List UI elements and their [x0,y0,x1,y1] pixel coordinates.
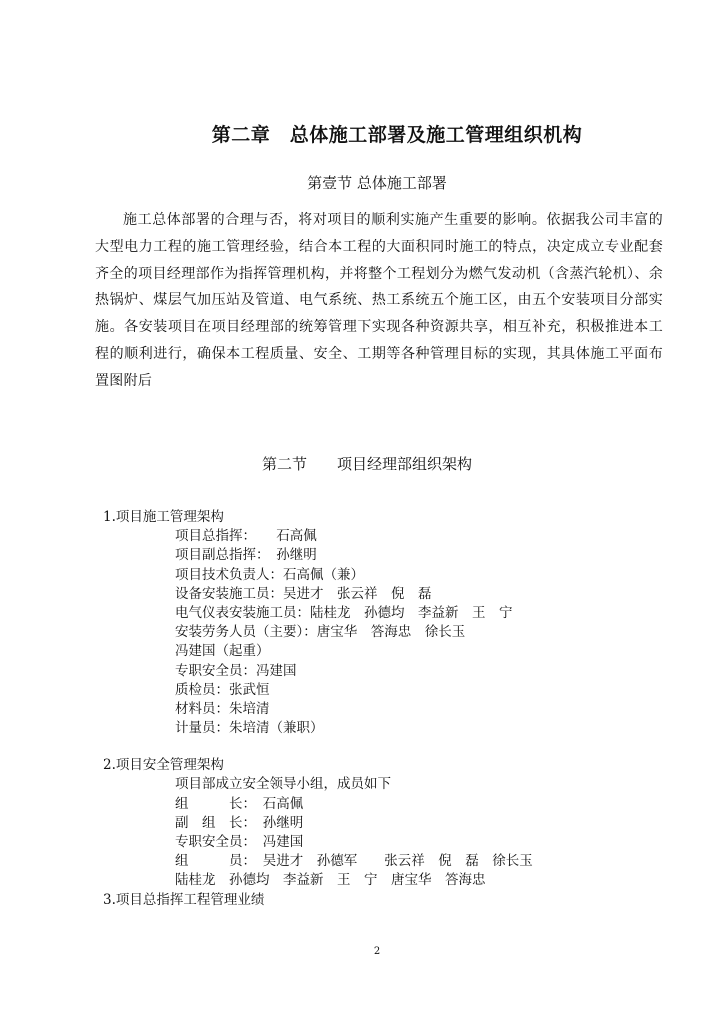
list-item: 项目技术负责人：石高佩（兼） [175,566,364,583]
list-item: 设备安装施工员：吴进才 张云祥 倪 磊 [175,585,432,602]
part2-heading: 2.项目安全管理架构 [103,757,224,774]
part1-heading: 1.项目施工管理架构 [103,509,224,525]
list-item: 电气仪表安装施工员：陆桂龙 孙德均 李益新 王 宁 [175,604,513,621]
list-item: 计量员：朱培清（兼职） [175,720,324,737]
page-number: 2 [373,946,381,957]
section2-title: 第二节 项目经理部组织架构 [261,455,472,473]
list-item: 组 长： 石高佩 [175,795,304,812]
list-item: 专职安全员：冯建国 [175,662,297,679]
list-item: 专职安全员： 冯建国 [175,834,304,850]
list-item: 冯建国（起重） [175,643,270,660]
org-structure-list [103,508,703,910]
list-item: 安装劳务人员（主要）：唐宝华 答海忠 徐长玉 [175,624,466,641]
section1-title: 第壹节 总体施工部署 [307,174,447,192]
part3-heading: 3.项目总指挥工程管理业绩 [103,891,265,908]
list-item: 组 员： 吴进才 孙德军 张云祥 倪 磊 徐长玉 [175,853,533,870]
section1-paragraph: 施工总体部署的合理与否，将对项目的顺利实施产生重要的影响。依据我公司丰富的大型电力工程的施工管理经验，结合本工程的大面积同时施工的特点，决定成立专业配套齐全的项目经理部作为指挥管理机构，并将整个工程划分为燃气发动机（含蒸汽轮机）、余热锅炉、煤层气加压站及管道、电气系统、热工系统五个施工区，由五个安装项目分部实施。各安装项目在项目经理部的统筹管理下实现各种资源共享，相互补充，积极推进本工程的顺利进行，确保本工程质量、安全、工期等各种管理目标的实现，其具体施工平面布置图附后 [95,212,663,389]
chapter-title: 第二章 总体施工部署及施工管理组织机构 [211,124,583,146]
list-item: 材料员：朱培清 [175,700,270,717]
list-item: 质检员：张武恒 [175,681,270,698]
list-item: 项目副总指挥： 孙继明 [175,547,317,564]
list-item: 项目总指挥： 石高佩 [175,528,317,545]
list-item: 项目部成立安全领导小组，成员如下 [175,776,391,793]
list-item: 副 组 长： 孙继明 [175,814,304,831]
list-item: 陆桂龙 孙德均 李益新 王 宁 唐宝华 答海忠 [175,872,486,889]
